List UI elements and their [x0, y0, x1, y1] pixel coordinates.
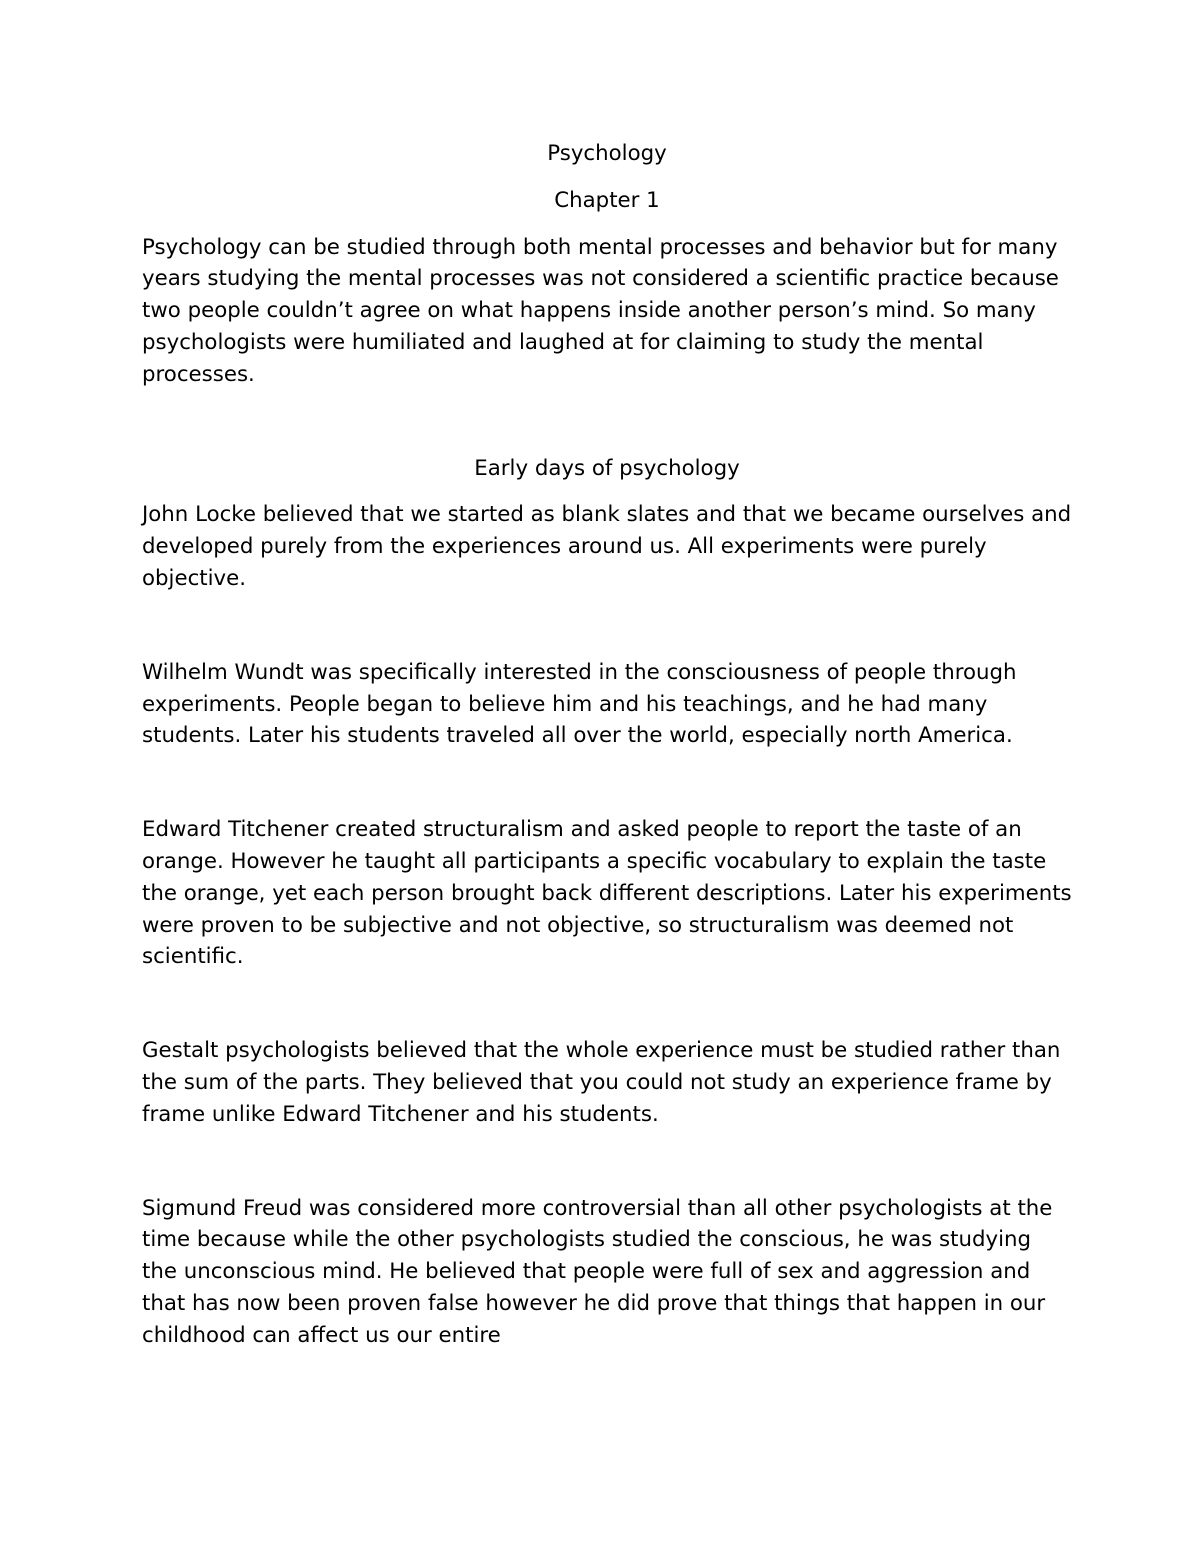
section-heading: Early days of psychology — [474, 455, 740, 481]
paragraph-gestalt: Gestalt psychologists believed that the whole experience must be studied rather than the sum of the parts. They believed that you could not study an experience frame by frame unlike Edward Titchener and his students. — [142, 1038, 1061, 1127]
paragraph-titchener: Edward Titchener created structuralism and asked people to report the taste of an orange. However he taught all participants a specific vocabulary to explain the taste the orange, yet each person brought back different descriptions. Later his experiments were proven to be subjective and not objective, so structuralism was deemed not scientific. — [142, 817, 1072, 970]
spacer — [142, 1146, 1072, 1193]
spacer — [142, 406, 1072, 453]
spacer — [142, 610, 1072, 657]
chapter-heading: Chapter 1 — [554, 187, 660, 213]
paragraph-wundt: Wilhelm Wundt was specifically interested in the consciousness of people through experiments. People began to believe him and his teachings, and he had many students. Later his students traveled all over the world, especially north America. — [142, 659, 1017, 749]
paragraph-freud: Sigmund Freud was considered more controversial than all other psychologists at the time because while the other psychologists studied the conscious, he was studying the unconscious mind. He believed that people were full of sex and aggression and that has now been proven false however he did prove that things that happen in our childhood can affect us our entire — [142, 1195, 1053, 1348]
document-title: Psychology — [547, 141, 667, 166]
paragraph-locke: John Locke believed that we started as blank slates and that we became ourselves and developed purely from the experiences around us. All experiments were purely objective. — [142, 502, 1072, 591]
spacer — [142, 767, 1072, 814]
intro-paragraph: Psychology can be studied through both mental processes and behavior but for many years studying the mental processes was not considered a scientific practice because two people couldn’t agree on what happens inside another person’s mind. So many psychologists were humiliated and laughed at for claiming to study the mental processes. — [142, 234, 1059, 387]
document-body — [142, 138, 1072, 1367]
spacer — [142, 988, 1072, 1035]
